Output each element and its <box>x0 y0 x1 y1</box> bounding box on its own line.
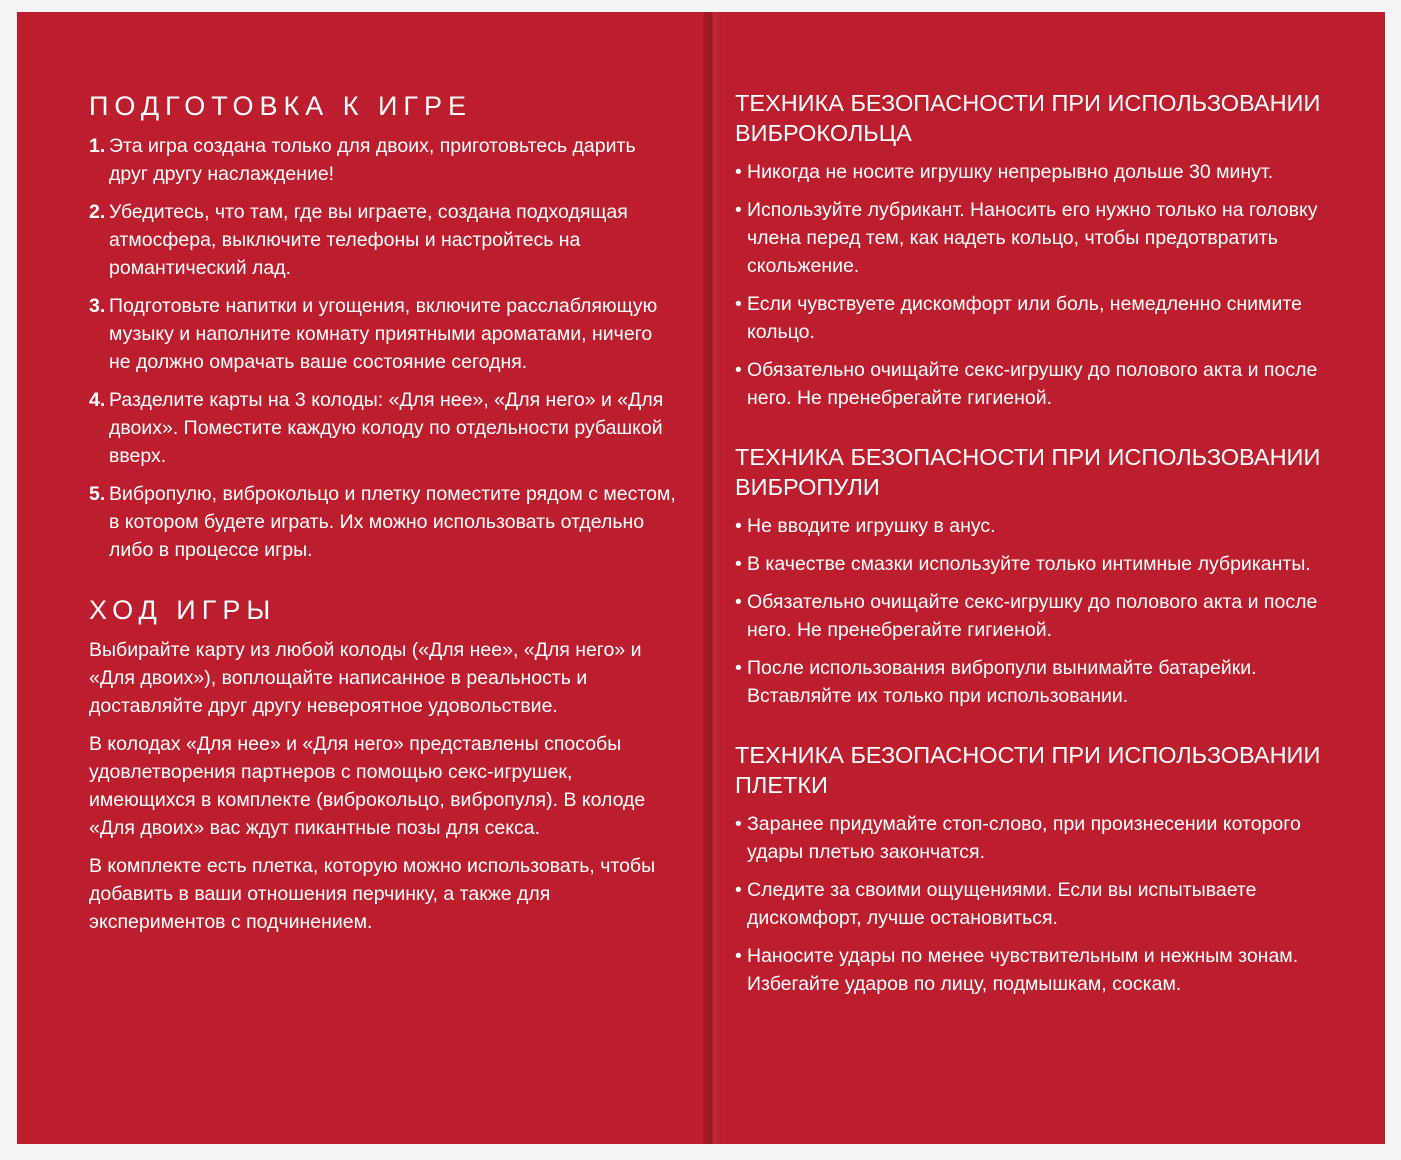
bullet-icon: • <box>735 553 742 575</box>
heading-gameplay: ХОД ИГРЫ <box>89 595 277 625</box>
step-number: 4. <box>89 389 106 411</box>
step-text: Эта игра создана только для двоих, приготовьтесь дарить друг другу наслаждение! <box>109 135 636 185</box>
step-item <box>89 198 679 282</box>
bullet-icon: • <box>735 591 742 613</box>
safety-item-text: Если чувствуете дискомфорт или боль, немедленно снимите кольцо. <box>747 293 1302 343</box>
bullet-icon: • <box>735 879 742 901</box>
safety-item-text: Заранее придумайте стоп-слово, при произнесении которого удары плетью закончатся. <box>747 813 1301 863</box>
right-page <box>735 88 1345 1008</box>
safety-item <box>735 158 1345 186</box>
safety-item <box>735 290 1345 346</box>
bullet-icon: • <box>735 359 742 381</box>
safety-item <box>735 876 1345 932</box>
step-text: Убедитесь, что там, где вы играете, создана подходящая атмосфера, выключите телефоны и настройтесь на романтический лад. <box>109 201 628 279</box>
step-item <box>89 386 679 470</box>
safety-item-text: Никогда не носите игрушку непрерывно дольше 30 минут. <box>747 161 1274 183</box>
bullet-icon: • <box>735 199 742 221</box>
safety-item-text: После использования вибропули вынимайте батарейки. Вставляйте их только при использовании. <box>747 657 1257 707</box>
step-text: Вибропулю, виброкольцо и плетку поместите рядом с местом, в котором будете играть. Их можно использовать отдельно либо в процессе игры. <box>109 483 676 561</box>
safety-item <box>735 942 1345 998</box>
bullet-icon: • <box>735 813 742 835</box>
safety-item-text: Наносите удары по менее чувствительным и нежным зонам. Избегайте ударов по лицу, подмышкам, соскам. <box>747 945 1299 995</box>
safety-item-text: Следите за своими ощущениями. Если вы испытываете дискомфорт, лучше остановиться. <box>747 879 1257 929</box>
bullet-icon: • <box>735 657 742 679</box>
heading-safety-ring: ТЕХНИКА БЕЗОПАСНОСТИ ПРИ ИСПОЛЬЗОВАНИИ ВИБРОКОЛЬЦА <box>735 90 1321 146</box>
safety-bullet-list <box>735 512 1345 710</box>
safety-item-text: Обязательно очищайте секс-игрушку до полового акта и после него. Не пренебрегайте гигиеной. <box>747 359 1318 409</box>
bullet-icon: • <box>735 161 742 183</box>
safety-item <box>735 588 1345 644</box>
safety-ring-list <box>735 158 1345 412</box>
booklet-spread <box>17 12 1385 1144</box>
step-text: Разделите карты на 3 колоды: «Для нее», «Для него» и «Для двоих». Поместите каждую колоду по отдельности рубашкой вверх. <box>109 389 664 467</box>
safety-item <box>735 654 1345 710</box>
safety-item-text: Используйте лубрикант. Наносить его нужно только на головку члена перед тем, как надеть кольцо, чтобы предотвратить скольжение. <box>747 199 1318 277</box>
gameplay-paragraph: Выбирайте карту из любой колоды («Для нее», «Для него» и «Для двоих»), воплощайте написанное в реальность и доставляйте друг другу невероятное удовольствие. <box>89 639 642 717</box>
step-text: Подготовьте напитки и угощения, включите расслабляющую музыку и наполните комнату приятными ароматами, ничего не должно омрачать ваше состояние сегодня. <box>109 295 658 373</box>
preparation-steps <box>89 132 679 564</box>
step-number: 2. <box>89 201 106 223</box>
gameplay-paragraph: В комплекте есть плетка, которую можно использовать, чтобы добавить в ваши отношения перчинку, а также для экспериментов с подчинением. <box>89 855 656 933</box>
safety-item-text: Не вводите игрушку в анус. <box>747 515 996 537</box>
gameplay-text <box>89 636 679 936</box>
step-number: 1. <box>89 135 106 157</box>
heading-safety-whip: ТЕХНИКА БЕЗОПАСНОСТИ ПРИ ИСПОЛЬЗОВАНИИ ПЛЕТКИ <box>735 742 1321 798</box>
safety-item <box>735 512 1345 540</box>
bullet-icon: • <box>735 945 742 967</box>
left-page <box>89 90 679 946</box>
safety-item <box>735 196 1345 280</box>
gameplay-paragraph: В колодах «Для нее» и «Для него» представлены способы удовлетворения партнеров с помощью секс-игрушек, имеющихся в комплекте (виброкольцо, вибропуля). В колоде «Для двоих» вас ждут пикантные позы для секса. <box>89 733 646 839</box>
page-fold <box>703 12 721 1144</box>
step-item <box>89 132 679 188</box>
safety-whip-list <box>735 810 1345 998</box>
heading-safety-bullet: ТЕХНИКА БЕЗОПАСНОСТИ ПРИ ИСПОЛЬЗОВАНИИ ВИБРОПУЛИ <box>735 444 1321 500</box>
step-number: 5. <box>89 483 106 505</box>
bullet-icon: • <box>735 515 742 537</box>
step-item <box>89 292 679 376</box>
safety-item-text: Обязательно очищайте секс-игрушку до полового акта и после него. Не пренебрегайте гигиеной. <box>747 591 1318 641</box>
step-number: 3. <box>89 295 106 317</box>
safety-item <box>735 810 1345 866</box>
safety-item <box>735 356 1345 412</box>
safety-item <box>735 550 1345 578</box>
safety-item-text: В качестве смазки используйте только интимные лубриканты. <box>747 553 1311 575</box>
heading-preparation: ПОДГОТОВКА К ИГРЕ <box>89 91 473 121</box>
step-item <box>89 480 679 564</box>
bullet-icon: • <box>735 293 742 315</box>
